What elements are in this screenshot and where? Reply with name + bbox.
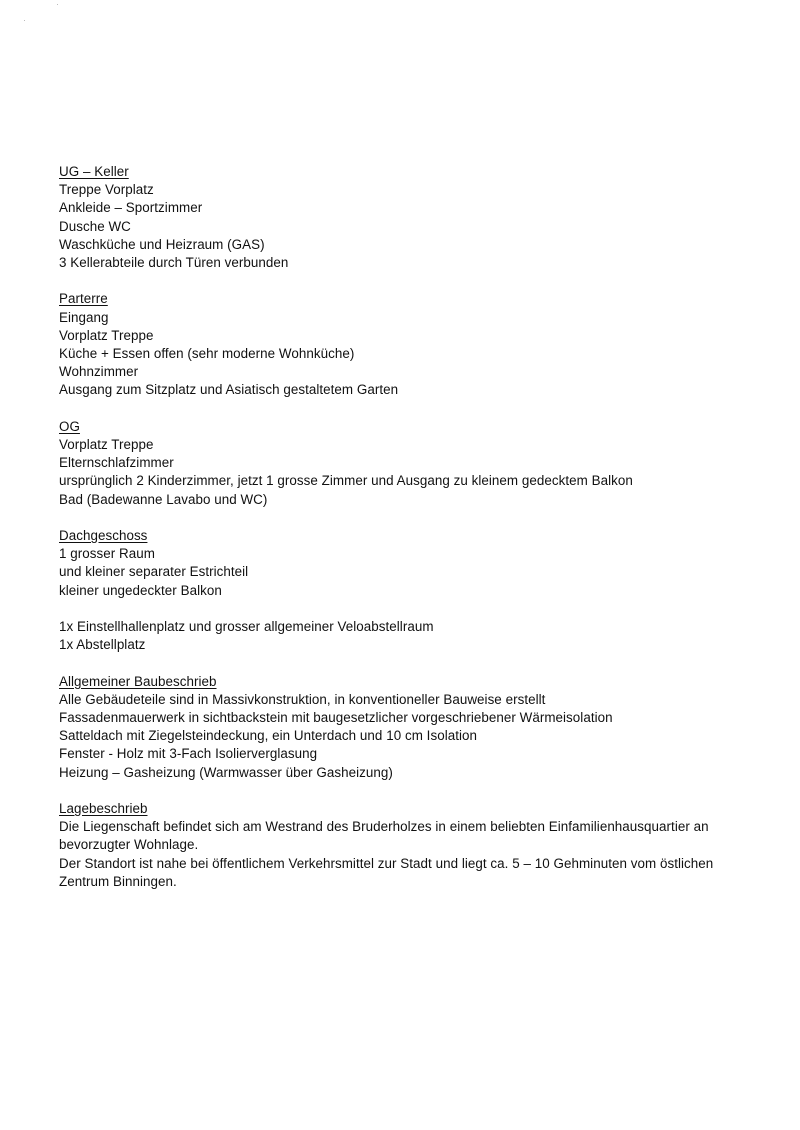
scan-speck bbox=[57, 4, 58, 5]
location-paragraph: Die Liegenschaft befindet sich am Westrand des Bruderholzes in einem beliebten Einfamilienhausquartier an bevorzugter Wohnlage. bbox=[59, 819, 709, 853]
section-ug-keller bbox=[59, 163, 759, 272]
room-item: Vorplatz Treppe bbox=[59, 437, 154, 453]
section-dachgeschoss bbox=[59, 527, 759, 600]
room-item: Küche + Essen offen (sehr moderne Wohnküche) bbox=[59, 346, 355, 362]
section-lagebeschrieb bbox=[59, 800, 759, 891]
room-item: Ankleide – Sportzimmer bbox=[59, 200, 203, 216]
room-item: Eingang bbox=[59, 309, 109, 325]
construction-item: Heizung – Gasheizung (Warmwasser über Gasheizung) bbox=[59, 764, 393, 780]
section-heading: Parterre bbox=[59, 291, 108, 307]
section-og bbox=[59, 418, 759, 509]
room-item: Wohnzimmer bbox=[59, 364, 139, 380]
location-paragraph: Der Standort ist nahe bei öffentlichem Verkehrsmittel zur Stadt und liegt ca. 5 – 10 Gehminuten vom östlichen Zentrum Binningen. bbox=[59, 855, 714, 889]
section-baubeschrieb bbox=[59, 673, 759, 782]
construction-item: Fenster - Holz mit 3-Fach Isolierverglasung bbox=[59, 746, 318, 762]
room-item: 3 Kellerabteile durch Türen verbunden bbox=[59, 255, 289, 271]
room-item: Dusche WC bbox=[59, 218, 131, 234]
parking-item: 1x Abstellplatz bbox=[59, 637, 146, 653]
room-item: Elternschlafzimmer bbox=[59, 455, 174, 471]
document-body bbox=[59, 163, 759, 909]
room-item: Treppe Vorplatz bbox=[59, 182, 154, 198]
room-item: Ausgang zum Sitzplatz und Asiatisch gestaltetem Garten bbox=[59, 382, 399, 398]
room-item: 1 grosser Raum bbox=[59, 546, 155, 562]
section-parking bbox=[59, 618, 759, 654]
section-heading: Lagebeschrieb bbox=[59, 801, 148, 817]
room-item: Bad (Badewanne Lavabo und WC) bbox=[59, 491, 268, 507]
construction-item: Alle Gebäudeteile sind in Massivkonstruktion, in konventioneller Bauweise erstellt bbox=[59, 691, 546, 707]
section-heading: UG – Keller bbox=[59, 164, 129, 179]
parking-item: 1x Einstellhallenplatz und grosser allgemeiner Veloabstellraum bbox=[59, 619, 434, 635]
scan-speck bbox=[24, 20, 25, 21]
room-item: Waschküche und Heizraum (GAS) bbox=[59, 236, 265, 252]
room-item: und kleiner separater Estrichteil bbox=[59, 564, 249, 580]
construction-item: Satteldach mit Ziegelsteindeckung, ein Unterdach und 10 cm Isolation bbox=[59, 728, 478, 744]
section-heading: Dachgeschoss bbox=[59, 528, 148, 544]
construction-item: Fassadenmauerwerk in sichtbackstein mit baugesetzlicher vorgeschriebener Wärmeisolation bbox=[59, 710, 613, 726]
section-heading: Allgemeiner Baubeschrieb bbox=[59, 673, 217, 689]
section-parterre bbox=[59, 290, 759, 399]
room-item: ursprünglich 2 Kinderzimmer, jetzt 1 grosse Zimmer und Ausgang zu kleinem gedecktem Balkon bbox=[59, 473, 633, 489]
section-heading: OG bbox=[59, 418, 80, 434]
room-item: kleiner ungedeckter Balkon bbox=[59, 582, 222, 598]
room-item: Vorplatz Treppe bbox=[59, 327, 154, 343]
